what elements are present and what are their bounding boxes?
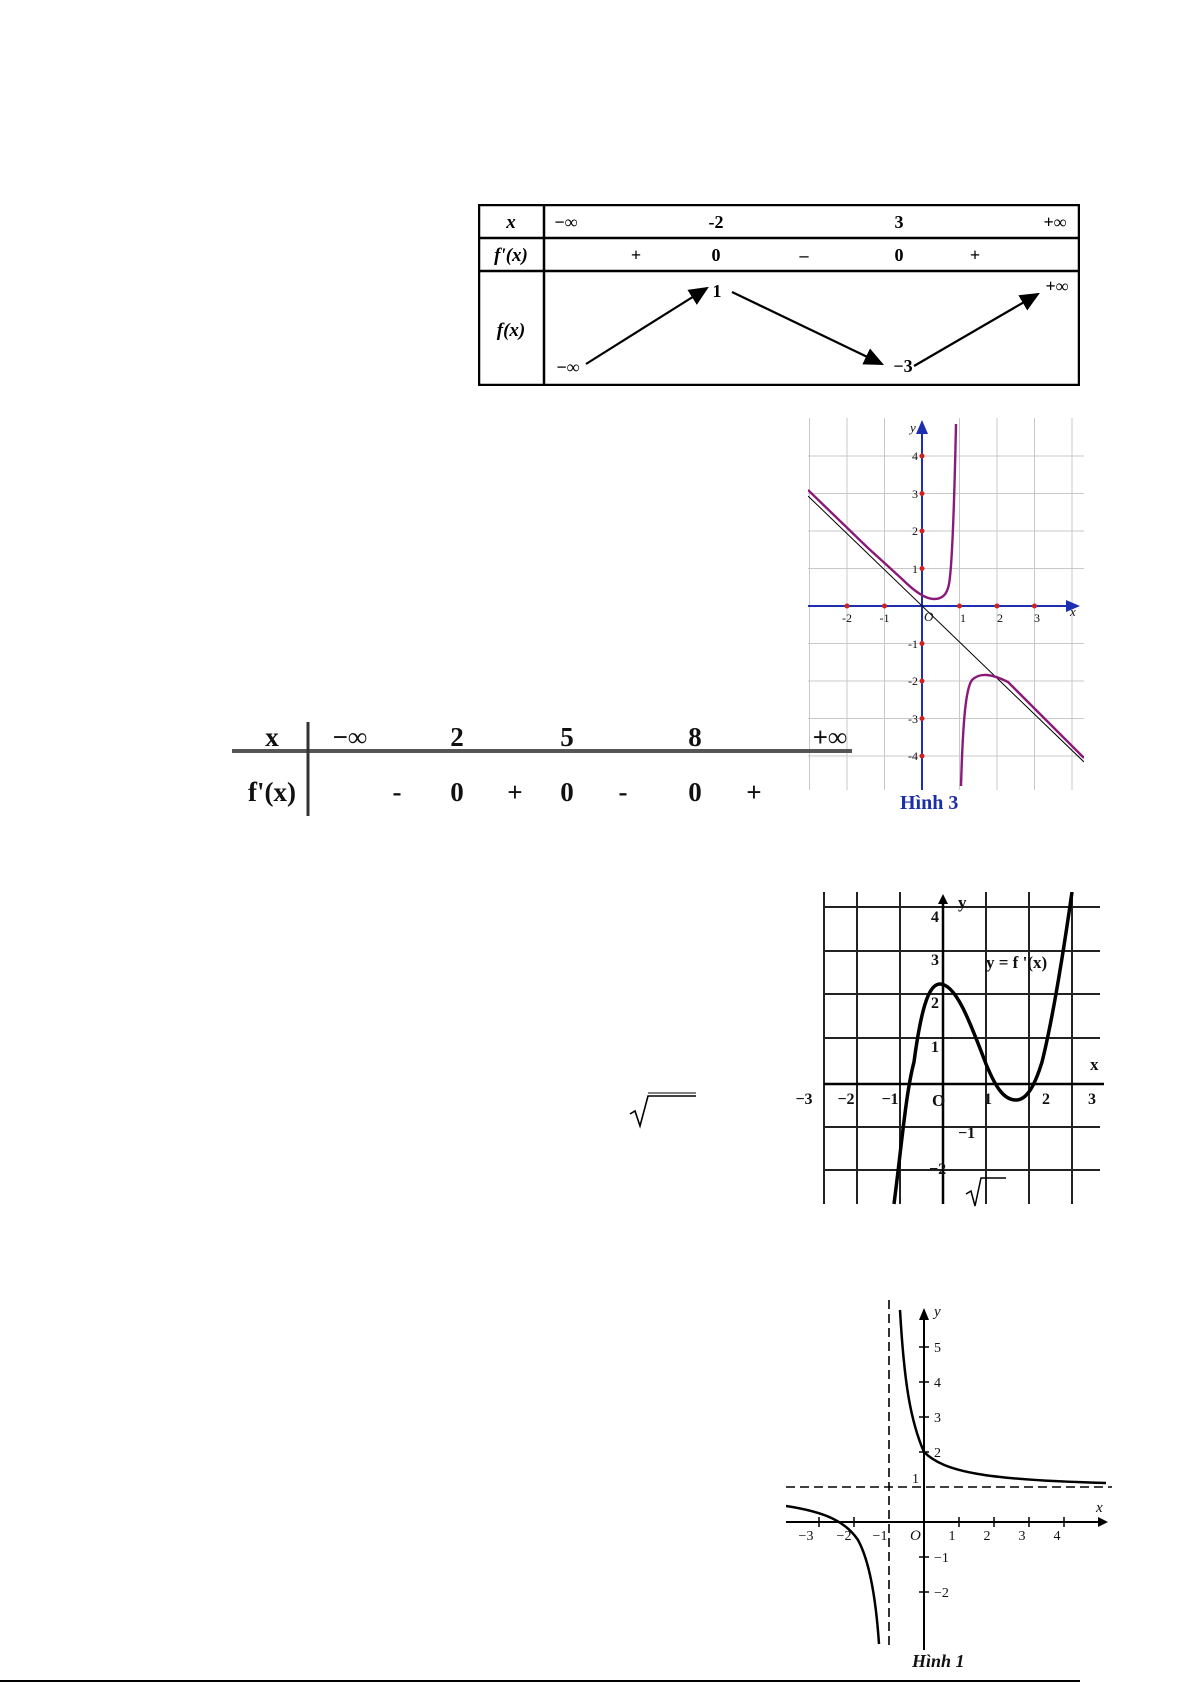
y-tick-label: 4: [912, 449, 918, 463]
y-tick-label: 4: [934, 1376, 941, 1391]
x-axis-label: x: [1096, 1500, 1103, 1516]
sign-table: [232, 718, 852, 818]
hyperbola-branch-left: [786, 1506, 879, 1644]
x-tick-label: 4: [1053, 1529, 1061, 1544]
f-value-max: 1: [712, 281, 722, 301]
x-value: +∞: [1043, 212, 1067, 232]
sign-value: 0: [894, 245, 904, 265]
x-tick-label: −2: [836, 1529, 852, 1544]
origin-label: O: [910, 1528, 921, 1544]
grid: [824, 892, 1100, 1204]
caption-hinh3: Hình 3: [900, 792, 959, 814]
curve-branch-upper: [808, 424, 956, 599]
sign-value: -: [618, 777, 628, 807]
y-axis-arrow: [938, 894, 948, 904]
curve-branch-lower: [961, 675, 1084, 786]
x-axis-arrow: [1098, 1517, 1108, 1527]
x-header: x: [506, 212, 516, 233]
x-value: −∞: [332, 722, 368, 752]
y-tick-label: 3: [934, 1411, 941, 1426]
y-tick-label: -3: [908, 712, 918, 726]
x-tick-label: 3: [1088, 1091, 1096, 1108]
hyperbola-branch-right: [900, 1310, 1106, 1483]
sign-value: +: [630, 245, 642, 265]
variation-table: [478, 204, 1080, 386]
x-value: -2: [708, 212, 724, 232]
y-tick-label: -2: [908, 674, 918, 688]
fprime-header: f'(x): [494, 245, 528, 266]
y-tick-label: −2: [929, 1161, 947, 1178]
f-value-min: −3: [893, 356, 913, 376]
x-value: −∞: [554, 212, 578, 232]
fprime-header: f'(x): [248, 777, 296, 807]
sign-value: 0: [450, 777, 464, 807]
x-axis-label: x: [1090, 1055, 1099, 1074]
radical-sign: [628, 1092, 700, 1132]
y-axis-label: y: [958, 893, 967, 912]
y-tick-label: 4: [931, 909, 939, 926]
x-tick-label: −1: [881, 1091, 899, 1108]
caption-hinh1: Hình 1: [912, 1651, 965, 1671]
x-tick-label: -1: [879, 611, 890, 625]
x-tick-label: 1: [984, 1091, 992, 1108]
origin-label: O: [924, 609, 934, 624]
x-tick-label: 2: [983, 1529, 991, 1544]
increase-arrow: [914, 294, 1038, 366]
y-axis-label: y: [910, 420, 916, 435]
fprime-curve: [894, 892, 1072, 1204]
sign-value: +: [969, 245, 981, 265]
y-tick-label: 2: [912, 524, 918, 538]
sign-value: 0: [560, 777, 574, 807]
sign-value: +: [507, 777, 523, 807]
sign-value: -: [392, 777, 402, 807]
x-tick-label: −1: [872, 1529, 888, 1544]
y-tick-label: 1: [912, 1472, 919, 1487]
x-tick-label: −3: [798, 1529, 814, 1544]
x-tick-label: 2: [1042, 1091, 1050, 1108]
y-axis-arrow: [919, 1308, 929, 1320]
x-tick-label: 3: [1034, 611, 1040, 625]
x-value: 8: [688, 722, 702, 752]
bottom-rule: [0, 1680, 1080, 1682]
y-tick-label: 2: [934, 1446, 941, 1461]
sign-value: 0: [688, 777, 702, 807]
sign-value: +: [746, 777, 762, 807]
x-value: 5: [560, 722, 574, 752]
y-tick-label: 5: [934, 1341, 941, 1356]
x-axis-label: x: [1070, 604, 1076, 619]
y-axis-label: y: [934, 1304, 941, 1320]
sign-value: –: [799, 245, 809, 265]
y-tick-label: 1: [912, 562, 918, 576]
x-value: 2: [450, 722, 464, 752]
x-tick-label: −3: [795, 1091, 813, 1108]
graph-hinh1: [786, 1300, 1112, 1650]
y-tick-label: 1: [931, 1039, 939, 1056]
origin-label: O: [932, 1091, 946, 1110]
y-tick-label: −1: [934, 1551, 949, 1566]
y-tick-label: −1: [958, 1125, 976, 1142]
f-value-start: −∞: [556, 357, 580, 377]
curve-label: y = f '(x): [986, 953, 1048, 972]
x-tick-label: −2: [837, 1091, 855, 1108]
f-header: f(x): [496, 320, 526, 341]
increase-arrow: [586, 288, 707, 364]
x-tick-label: 1: [948, 1529, 956, 1544]
x-tick-label: 1: [960, 611, 966, 625]
x-value: 3: [894, 212, 904, 232]
sign-value: 0: [711, 245, 721, 265]
x-tick-label: 2: [997, 611, 1003, 625]
y-tick-label: 3: [931, 952, 939, 969]
y-tick-label: -1: [908, 637, 918, 651]
x-tick-label: 3: [1018, 1529, 1026, 1544]
f-value-end: +∞: [1045, 276, 1069, 296]
x-value: +∞: [812, 722, 848, 752]
x-header: x: [265, 722, 279, 752]
y-tick-label: −2: [934, 1586, 949, 1601]
decrease-arrow: [732, 292, 882, 364]
y-tick-label: -4: [908, 749, 918, 763]
graph-fprime: [790, 892, 1110, 1212]
y-tick-label: 2: [931, 995, 939, 1012]
x-tick-label: -2: [842, 611, 852, 625]
y-tick-label: 3: [912, 487, 918, 501]
